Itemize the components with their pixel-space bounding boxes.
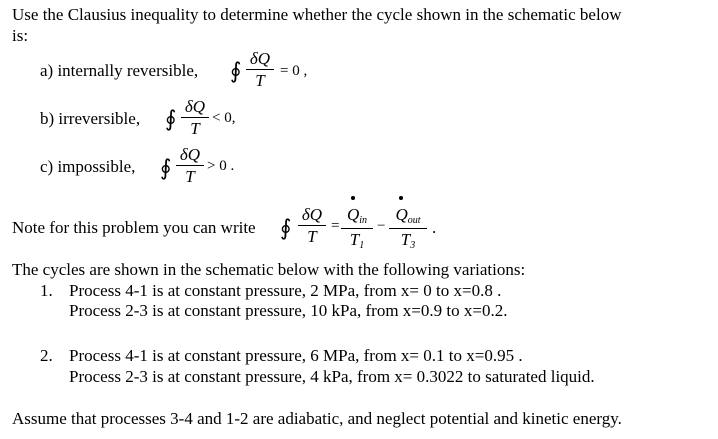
case-1-line-1: Process 4-1 is at constant pressure, 2 MPa, from x= 0 to x=0.8 . (69, 281, 502, 300)
fraction-c-numerator: δQ (179, 145, 201, 164)
integral-symbol-b: ∮ (165, 106, 177, 131)
note-minus: − (377, 218, 386, 234)
intro-line-2: is: (12, 26, 29, 45)
fraction-note (298, 206, 326, 245)
integral-symbol-c: ∮ (160, 155, 172, 180)
option-a-label: a) internally reversible, (40, 61, 199, 80)
intro-line-1: Use the Clausius inequality to determine whether the cycle shown in the schematic below (12, 5, 622, 24)
case-1-line-2: Process 2-3 is at constant pressure, 10 kPa, from x=0.9 to x=0.2. (69, 301, 508, 320)
fraction-note-denominator: T (307, 227, 317, 246)
case-2-number: 2. (40, 346, 53, 365)
option-c-relation: > 0 . (207, 158, 235, 174)
fraction-q-out (389, 206, 427, 251)
note-equals: = (331, 218, 340, 234)
fraction-a-numerator: δQ (249, 49, 271, 68)
q-in-rate-dot (351, 196, 355, 200)
fraction-a-denominator: T (255, 71, 265, 90)
cycles-intro: The cycles are shown in the schematic below with the following variations: (12, 260, 526, 279)
case-1-number: 1. (40, 281, 53, 300)
fraction-q-out-numerator: $Q_{out}$ (395, 205, 421, 226)
option-b-relation: < 0, (212, 110, 236, 126)
integral-symbol-a: ∮ (230, 58, 242, 83)
fraction-q-in-denominator: $T_1$ (349, 230, 365, 251)
fraction-c-denominator: T (185, 167, 195, 186)
fraction-b-denominator: T (190, 119, 200, 138)
fraction-note-numerator: δQ (301, 205, 323, 224)
fraction-q-out-denominator: $T_3$ (400, 230, 416, 251)
fraction-a (246, 50, 274, 89)
assumption-text: Assume that processes 3-4 and 1-2 are adiabatic, and neglect potential and kinetic energy. (12, 409, 622, 428)
case-2-line-2: Process 2-3 is at constant pressure, 4 kPa, from x= 0.3022 to saturated liquid. (69, 367, 595, 386)
q-out-rate-dot (399, 196, 403, 200)
case-2-line-1: Process 4-1 is at constant pressure, 6 MPa, from x= 0.1 to x=0.95 . (69, 346, 523, 365)
fraction-b-numerator: δQ (184, 97, 206, 116)
note-end-period: . (432, 218, 437, 237)
option-a-relation: = 0 , (280, 63, 308, 79)
option-b-label: b) irreversible, (40, 109, 141, 128)
fraction-b (181, 98, 209, 137)
integral-symbol-note: ∮ (280, 215, 292, 240)
fraction-q-in (341, 206, 373, 251)
option-c-label: c) impossible, (40, 157, 136, 176)
note-text: Note for this problem you can write (12, 218, 256, 237)
fraction-c (176, 146, 204, 185)
fraction-q-in-numerator: $Q_{in}$ (346, 205, 368, 226)
